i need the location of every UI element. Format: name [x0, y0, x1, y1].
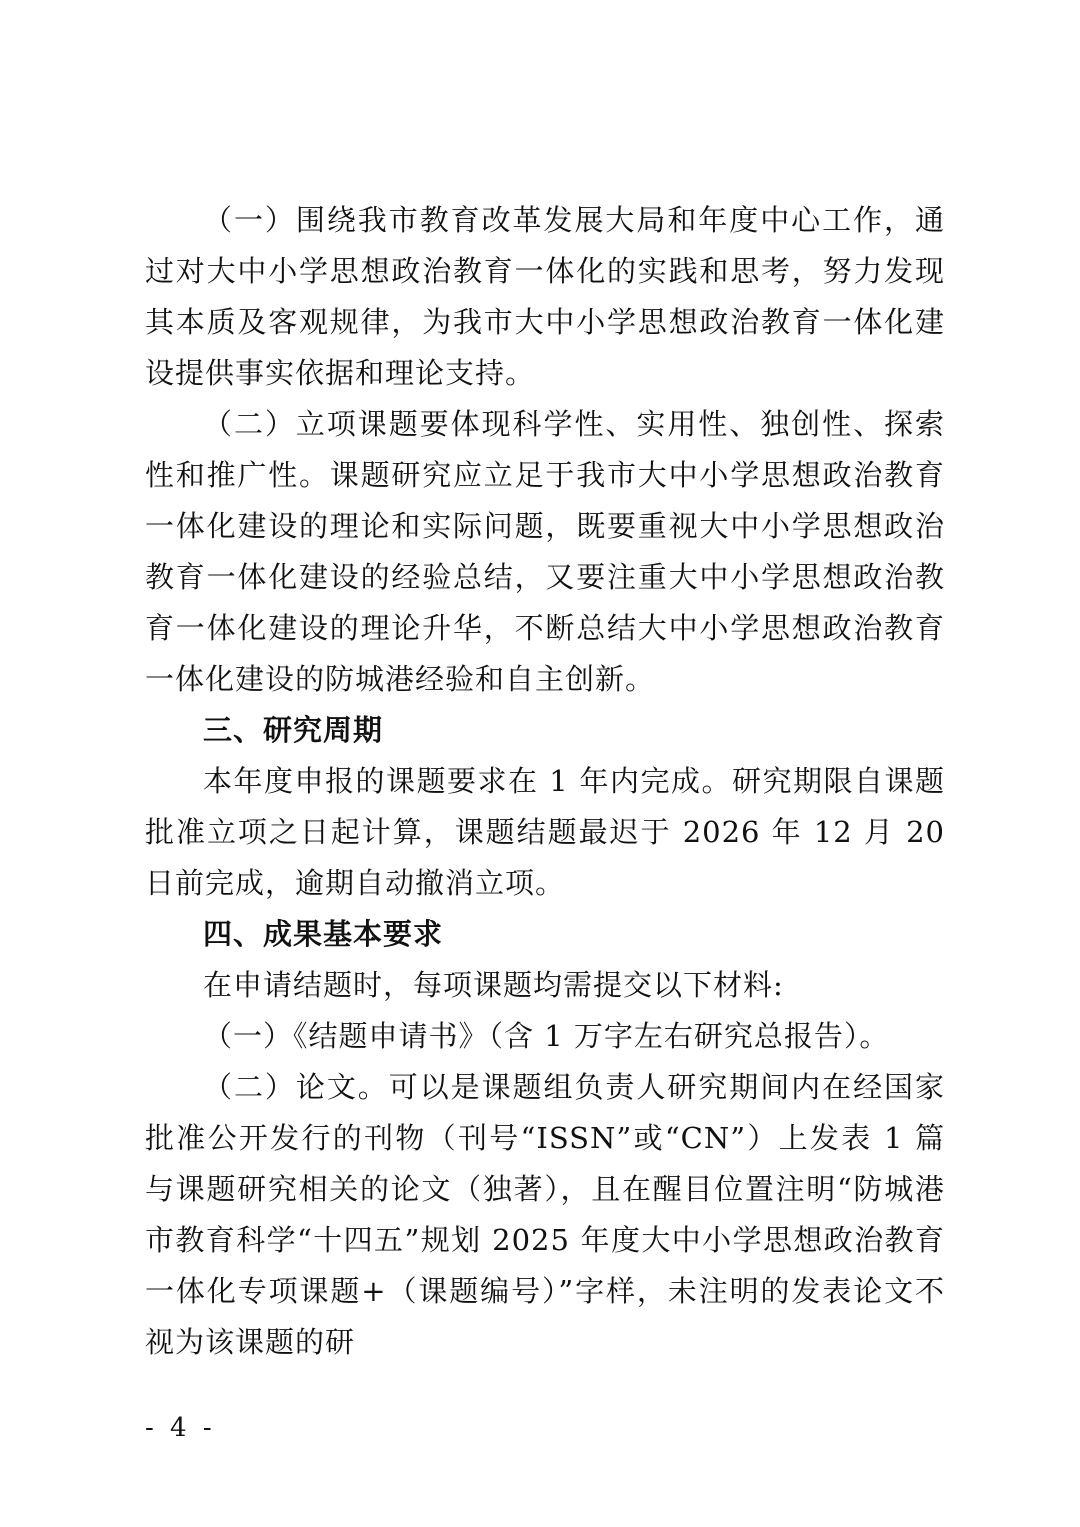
document-body [145, 195, 945, 1368]
section-4-item-1: （一）《结题申请书》（含 1 万字左右研究总报告）。 [203, 1019, 890, 1053]
section-3-heading: 三、研究周期 [203, 713, 384, 747]
paragraph-2: （二）立项课题要体现科学性、实用性、独创性、探索性和推广性。课题研究应立足于我市大中小学思想政治教育一体化建设的理论和实际问题，既要重视大中小学思想政治教育一体化建设的经验总结，又要注重大中小学思想政治教育一体化建设的理论升华，不断总结大中小学思想政治教育一体化建设的防城港经验和自主创新。 [145, 407, 945, 696]
page-number: - 4 - [145, 1413, 216, 1443]
paragraph-1: （一）围绕我市教育改革发展大局和年度中心工作，通过对大中小学思想政治教育一体化的实践和思考，努力发现其本质及客观规律，为我市大中小学思想政治教育一体化建设提供事实依据和理论支持。 [145, 203, 945, 390]
section-4-heading: 四、成果基本要求 [203, 917, 444, 951]
section-3-body: 本年度申报的课题要求在 1 年内完成。研究期限自课题批准立项之日起计算，课题结题最迟于 2026 年 12 月 20 日前完成，逾期自动撤消立项。 [145, 764, 945, 900]
section-4-intro: 在申请结题时，每项课题均需提交以下材料: [203, 968, 784, 1002]
section-4-item-2: （二）论文。可以是课题组负责人研究期间内在经国家批准公开发行的刊物（刊号“ISSN”或“CN”）上发表 1 篇与课题研究相关的论文（独著），且在醒目位置注明“防城港市教育科学“十四五”规划 2025 年度大中小学思想政治教育一体化专项课题+（课题编号）”字样，未注明的发表论文不视为该课题的研 [145, 1070, 945, 1359]
